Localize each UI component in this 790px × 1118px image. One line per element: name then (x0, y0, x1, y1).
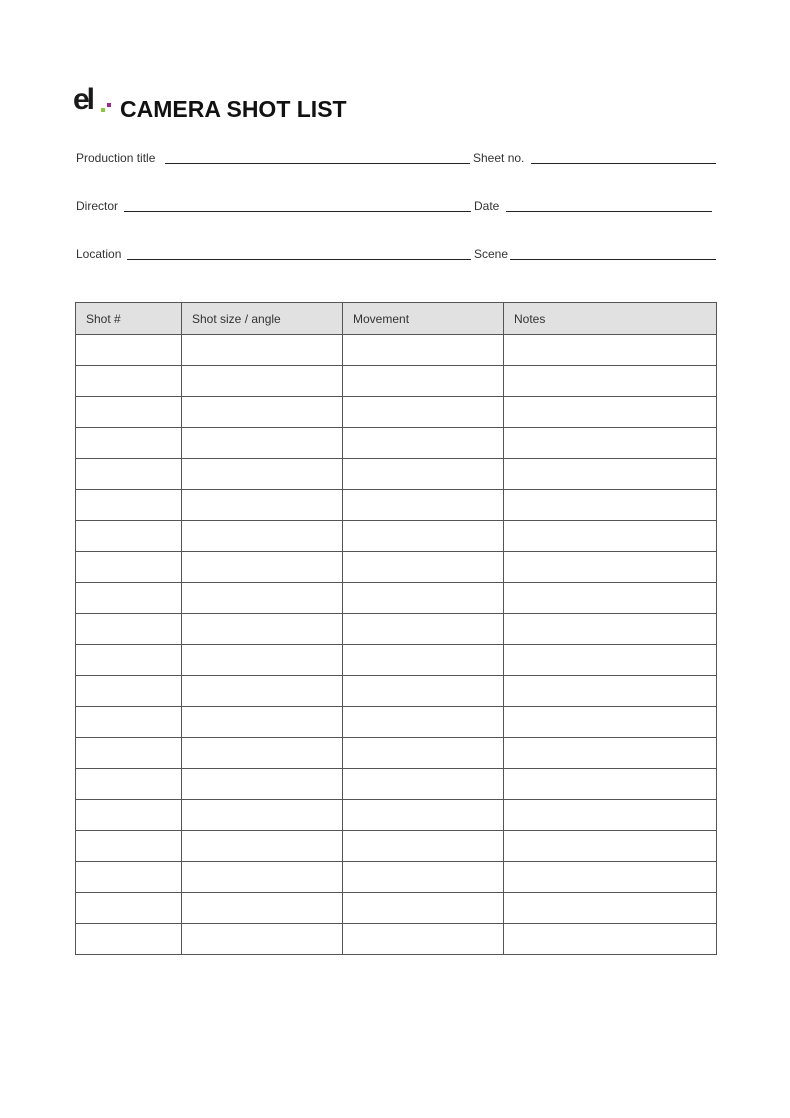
director-field[interactable] (124, 211, 471, 212)
shot-number-cell[interactable] (76, 862, 182, 893)
table-row (76, 738, 717, 769)
shot-size-angle-cell[interactable] (182, 800, 343, 831)
table-row (76, 335, 717, 366)
scene-field[interactable] (510, 259, 716, 260)
notes-cell[interactable] (504, 397, 717, 428)
table-row (76, 769, 717, 800)
table-row (76, 552, 717, 583)
shot-number-cell[interactable] (76, 831, 182, 862)
el-logo-icon (73, 83, 113, 116)
notes-cell[interactable] (504, 614, 717, 645)
movement-cell[interactable] (343, 924, 504, 955)
notes-cell[interactable] (504, 459, 717, 490)
shot-size-angle-cell[interactable] (182, 397, 343, 428)
table-row (76, 831, 717, 862)
movement-cell[interactable] (343, 397, 504, 428)
movement-cell[interactable] (343, 552, 504, 583)
movement-cell[interactable] (343, 707, 504, 738)
shot-size-angle-cell[interactable] (182, 862, 343, 893)
movement-cell[interactable] (343, 738, 504, 769)
shot-number-cell[interactable] (76, 769, 182, 800)
column-header-shot-size-angle: Shot size / angle (182, 303, 343, 335)
column-header-notes: Notes (504, 303, 717, 335)
shot-number-cell[interactable] (76, 459, 182, 490)
shot-list-table (75, 302, 717, 955)
shot-number-cell[interactable] (76, 521, 182, 552)
movement-cell[interactable] (343, 831, 504, 862)
location-label: Location (76, 247, 122, 261)
notes-cell[interactable] (504, 552, 717, 583)
table-row (76, 583, 717, 614)
table-row (76, 490, 717, 521)
logo-green-square (101, 108, 105, 112)
shot-number-cell[interactable] (76, 583, 182, 614)
table-row (76, 893, 717, 924)
shot-size-angle-cell[interactable] (182, 583, 343, 614)
date-field[interactable] (506, 211, 712, 212)
shot-number-cell[interactable] (76, 366, 182, 397)
notes-cell[interactable] (504, 645, 717, 676)
shot-size-angle-cell[interactable] (182, 552, 343, 583)
movement-cell[interactable] (343, 893, 504, 924)
shot-size-angle-cell[interactable] (182, 645, 343, 676)
notes-cell[interactable] (504, 924, 717, 955)
shot-size-angle-cell[interactable] (182, 924, 343, 955)
location-field[interactable] (127, 259, 471, 260)
director-label: Director (76, 199, 119, 213)
table-row (76, 459, 717, 490)
sheet-no-label: Sheet no. (473, 151, 525, 165)
shot-size-angle-cell[interactable] (182, 893, 343, 924)
movement-cell[interactable] (343, 862, 504, 893)
notes-cell[interactable] (504, 769, 717, 800)
table-row (76, 521, 717, 552)
notes-cell[interactable] (504, 831, 717, 862)
notes-cell[interactable] (504, 893, 717, 924)
movement-cell[interactable] (343, 583, 504, 614)
movement-cell[interactable] (343, 800, 504, 831)
notes-cell[interactable] (504, 335, 717, 366)
shot-number-cell[interactable] (76, 924, 182, 955)
shot-size-angle-cell[interactable] (182, 831, 343, 862)
movement-cell[interactable] (343, 366, 504, 397)
shot-number-cell[interactable] (76, 893, 182, 924)
production-title-label: Production title (76, 151, 156, 165)
shot-number-cell[interactable] (76, 707, 182, 738)
movement-cell[interactable] (343, 335, 504, 366)
table-row (76, 366, 717, 397)
page-title: CAMERA SHOT LIST (120, 96, 347, 122)
shot-number-cell[interactable] (76, 800, 182, 831)
movement-cell[interactable] (343, 645, 504, 676)
table-row (76, 645, 717, 676)
shot-number-cell[interactable] (76, 676, 182, 707)
shot-number-cell[interactable] (76, 397, 182, 428)
notes-cell[interactable] (504, 707, 717, 738)
movement-cell[interactable] (343, 428, 504, 459)
shot-number-cell[interactable] (76, 552, 182, 583)
movement-cell[interactable] (343, 676, 504, 707)
table-row (76, 800, 717, 831)
notes-cell[interactable] (504, 738, 717, 769)
shot-number-cell[interactable] (76, 738, 182, 769)
notes-cell[interactable] (504, 676, 717, 707)
shot-size-angle-cell[interactable] (182, 366, 343, 397)
table-row (76, 924, 717, 955)
shot-size-angle-cell[interactable] (182, 614, 343, 645)
table-row (76, 428, 717, 459)
movement-cell[interactable] (343, 769, 504, 800)
table-row (76, 862, 717, 893)
movement-cell[interactable] (343, 490, 504, 521)
movement-cell[interactable] (343, 459, 504, 490)
table-row (76, 614, 717, 645)
table-row (76, 676, 717, 707)
movement-cell[interactable] (343, 521, 504, 552)
shot-size-angle-cell[interactable] (182, 521, 343, 552)
shot-size-angle-cell[interactable] (182, 335, 343, 366)
shot-size-angle-cell[interactable] (182, 707, 343, 738)
table-row (76, 707, 717, 738)
logo-glyph: el (73, 83, 93, 116)
notes-cell[interactable] (504, 428, 717, 459)
production-title-field[interactable] (165, 163, 470, 164)
shot-number-cell[interactable] (76, 335, 182, 366)
notes-cell[interactable] (504, 490, 717, 521)
column-header-shot-number: Shot # (76, 303, 182, 335)
notes-cell[interactable] (504, 800, 717, 831)
notes-cell[interactable] (504, 366, 717, 397)
table-header-row (76, 303, 717, 335)
shot-size-angle-cell[interactable] (182, 490, 343, 521)
sheet-no-field[interactable] (531, 163, 716, 164)
shot-size-angle-cell[interactable] (182, 769, 343, 800)
shot-number-cell[interactable] (76, 614, 182, 645)
table-row (76, 397, 717, 428)
date-label: Date (474, 199, 500, 213)
shot-number-cell[interactable] (76, 645, 182, 676)
shot-size-angle-cell[interactable] (182, 738, 343, 769)
notes-cell[interactable] (504, 521, 717, 552)
notes-cell[interactable] (504, 583, 717, 614)
shot-size-angle-cell[interactable] (182, 459, 343, 490)
shot-number-cell[interactable] (76, 490, 182, 521)
shot-size-angle-cell[interactable] (182, 428, 343, 459)
scene-label: Scene (474, 247, 509, 261)
notes-cell[interactable] (504, 862, 717, 893)
movement-cell[interactable] (343, 614, 504, 645)
shot-size-angle-cell[interactable] (182, 676, 343, 707)
column-header-movement: Movement (343, 303, 504, 335)
logo-purple-square (107, 103, 111, 107)
shot-number-cell[interactable] (76, 428, 182, 459)
